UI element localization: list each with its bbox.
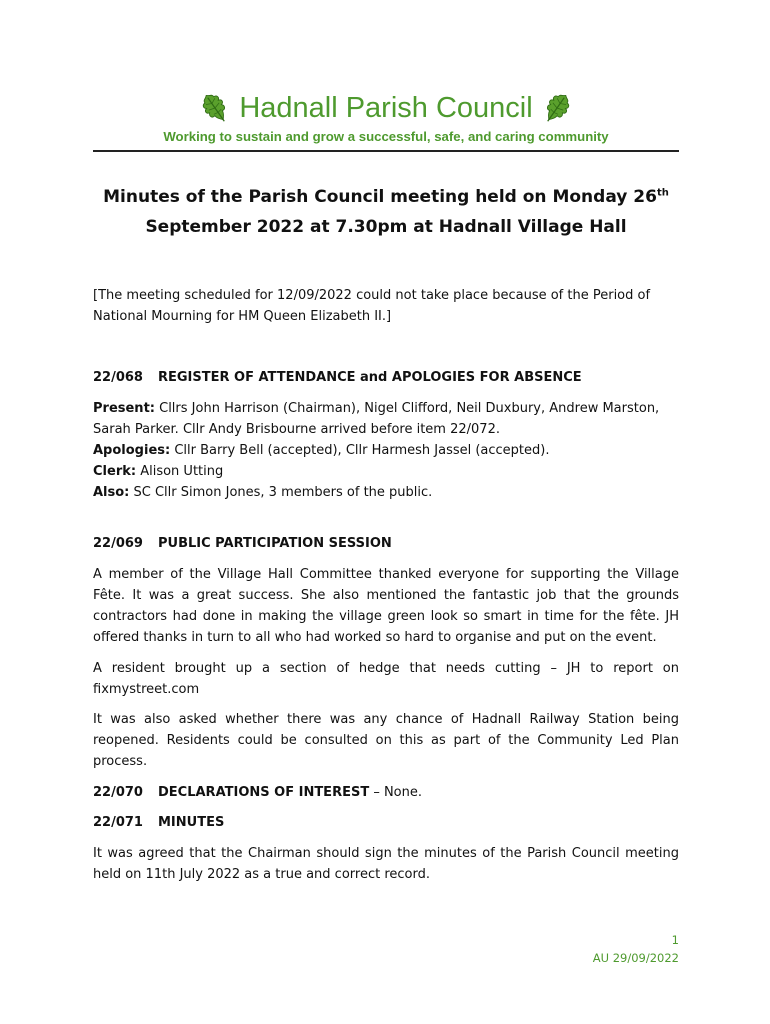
letterhead-title-row (93, 88, 679, 128)
item-heading-22-068 (93, 367, 679, 388)
item-number: 22/069 (93, 536, 143, 551)
item-number: 22/068 (93, 370, 143, 385)
minutes-para: It was agreed that the Chairman should sign the minutes of the Parish Council meeting held on 11th July 2022 as a true and correct record. (93, 846, 679, 882)
oak-leaf-icon (539, 90, 575, 126)
present-line (93, 398, 679, 440)
title-line-1 (93, 182, 679, 212)
clerk-text: Alison Utting (136, 464, 224, 479)
item-number: 22/071 (93, 815, 143, 830)
title-line-1-text: Minutes of the Parish Council meeting held on Monday 26 (103, 187, 657, 207)
attendance-details (93, 398, 679, 503)
present-label: Present: (93, 401, 155, 416)
also-text: SC Cllr Simon Jones, 3 members of the public. (129, 485, 433, 500)
item-heading-22-071 (93, 812, 679, 833)
item-title: DECLARATIONS OF INTEREST (158, 785, 370, 800)
initials-date: AU 29/09/2022 (592, 951, 679, 965)
item-heading-22-070 (93, 782, 679, 803)
page-number: 1 (671, 933, 679, 947)
item-title: MINUTES (158, 815, 225, 830)
letterhead (93, 88, 679, 144)
item-heading-22-069 (93, 533, 679, 554)
document-title (93, 182, 679, 242)
page-footer (593, 931, 679, 967)
declarations-result: – None. (369, 785, 422, 800)
title-superscript: th (656, 187, 669, 199)
org-name: Hadnall Parish Council (239, 92, 533, 124)
item-title: REGISTER OF ATTENDANCE and APOLOGIES FOR ABSENCE (158, 370, 582, 385)
clerk-label: Clerk: (93, 464, 137, 479)
also-label: Also: (93, 485, 130, 500)
apologies-text: Cllr Barry Bell (accepted), Cllr Harmesh Jassel (accepted). (170, 443, 550, 458)
item-title: PUBLIC PARTICIPATION SESSION (158, 536, 392, 551)
public-participation-para-1: A member of the Village Hall Committee thanked everyone for supporting the Village Fête. It was a great success. She also mentioned the fantastic job that the grounds contractors had done in making the village green look so smart in time for the fête. JH offered thanks in turn to all who had worked so hard to organise and put on the event. (93, 567, 679, 645)
oak-leaf-icon (197, 90, 233, 126)
present-text: Cllrs John Harrison (Chairman), Nigel Clifford, Neil Duxbury, Andrew Marston, Sarah Parker. Cllr Andy Brisbourne arrived before item 22/072. (93, 401, 660, 437)
also-line (93, 482, 679, 503)
org-tagline: Working to sustain and grow a successful, safe, and caring community (163, 129, 609, 144)
meeting-note: [The meeting scheduled for 12/09/2022 could not take place because of the Period of National Mourning for HM Queen Elizabeth II.] (93, 288, 651, 324)
apologies-label: Apologies: (93, 443, 171, 458)
apologies-line (93, 440, 679, 461)
public-participation-para-2: A resident brought up a section of hedge that needs cutting – JH to report on fixmystreet.com (93, 661, 679, 697)
clerk-line (93, 461, 679, 482)
header-divider (93, 150, 679, 152)
public-participation-para-3: It was also asked whether there was any chance of Hadnall Railway Station being reopened. Residents could be consulted on this as part of the Community Led Plan process. (93, 712, 679, 769)
title-line-2: September 2022 at 7.30pm at Hadnall Village Hall (145, 217, 627, 237)
item-number: 22/070 (93, 785, 143, 800)
